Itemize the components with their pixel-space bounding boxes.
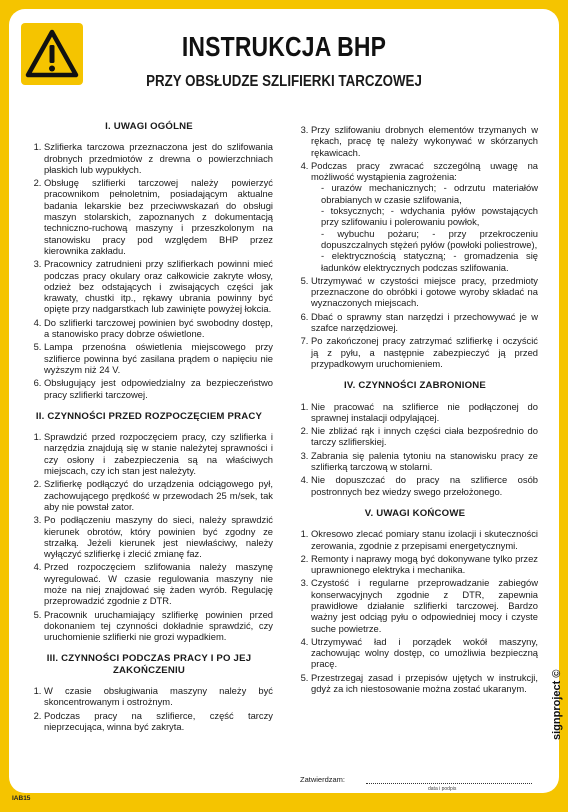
list-item: 5. Lampa przenośna oświetlenia miejscowego przy szlifierce powinna być zasilana prądem o napięciu nie wyższym niż 24 V. [44, 341, 273, 375]
general-list [25, 141, 273, 400]
left-column [25, 121, 273, 734]
section-heading-during-work: III. CZYNNOŚCI PODCZAS PRACY I PO JEJ ZAKOŃCZENIU [46, 653, 252, 676]
signature-line [366, 783, 532, 784]
list-item: 3. Czystość i regularne przeprowadzanie zabiegów konserwacyjnych zgodnie z DTR, zapewnia prawidłowe działanie szlifierki tarczowej. Bardzo ważny jest odciąg pyłu o odpowiedniej mocy i czyste suche powietrze. [311, 577, 538, 633]
list-item-text: Podczas pracy zwracać szczególną uwagę na możliwość wystąpienia zagrożenia: [311, 159, 538, 183]
list-item: 1. Nie pracować na szlifierce nie podłączonej do sprawnej instalacji odpylającej. [311, 401, 538, 424]
forbidden-list [292, 401, 538, 497]
list-item: 3. Przy szlifowaniu drobnych elementów trzymanych w rękach, pracę tę należy wykonywać w skórzanych rękawicach. [311, 124, 538, 158]
section-heading-final: V. UWAGI KOŃCOWE [364, 507, 466, 519]
section-heading-general: I. UWAGI OGÓLNE [105, 121, 193, 132]
right-column [292, 124, 538, 696]
list-item: 1. Sprawdzić przed rozpoczęciem pracy, czy szlifierka i narzędzia znajdują się w stanie należytej sprawności i czy osłony i zabezpieczenia są na właściwych miejscach, czy ich stan jest należyty. [44, 431, 273, 476]
list-item: 5. Utrzymywać w czystości miejsce pracy, przedmioty przeznaczone do obróbki i gotowe wyroby składać na wyznaczonych miejscach. [311, 275, 538, 309]
list-item: 4. Do szlifierki tarczowej powinien być swobodny dostęp, a stanowisko pracy dobrze oświetlone. [44, 317, 273, 340]
hazard-item: - wybuchu pożaru; - przy przekroczeniu dopuszczalnych stężeń pyłów (powłoki poliestrowe), [321, 227, 538, 250]
during-work-list-part1 [25, 685, 273, 732]
list-item: 1. Szlifierka tarczowa przeznaczona jest do szlifowania drobnych przedmiotów z drewna o powierzchniach płaskich lub wypukłych. [44, 141, 273, 175]
product-code: IAB15 [12, 795, 31, 802]
list-item: 4. Nie dopuszczać do pracy na szlifierce osób postronnych bez wiedzy swego przełożonego. [311, 474, 538, 497]
section-heading-forbidden: IV. CZYNNOŚCI ZABRONIONE [344, 380, 486, 392]
list-item: 6. Dbać o sprawny stan narzędzi i przechowywać je w szafce narzędziowej. [311, 311, 538, 334]
section-heading-before-work: II. CZYNNOŚCI PRZED ROZPOCZĘCIEM PRACY [35, 410, 263, 422]
list-item: 5. Pracownik uruchamiający szlifierkę powinien przed dokonaniem tej czynności dokładnie sprawdzić, czy uruchomienie szlifierki nie grozi wypadkiem. [44, 609, 273, 643]
hazard-item: - toksycznych; - wdychania pyłów powstających przy szlifowaniu i polerowaniu powłok, [321, 205, 538, 228]
list-item: 2. Remonty i naprawy mogą być dokonywane tylko przez uprawnionego elektryka i mechanika. [311, 553, 538, 576]
page-subtitle: PRZY OBSŁUDZE SZLIFIERKI TARCZOWEJ [146, 73, 422, 90]
list-item: 1. Okresowo zlecać pomiary stanu izolacji i skuteczności zerowania, zgodnie z przepisami energetycznymi. [311, 528, 538, 551]
list-item: 3. Po podłączeniu maszyny do sieci, należy sprawdzić kierunek obrotów, który powinien być zgodny ze strzałką. Jeżeli kierunek jest niewłaściwy, należy wyłączyć szlifierkę i zlecić zmianę faz. [44, 514, 273, 559]
brand-mark: signproject © [551, 669, 563, 740]
before-work-list [25, 431, 273, 642]
instruction-card [9, 9, 559, 793]
list-item: 6. Obsługujący jest odpowiedzialny za bezpieczeństwo pracy szlifierki tarczowej. [44, 377, 273, 400]
list-item: 2. Podczas pracy na szlifierce, część tarczy nieprzecująca, winna być zakryta. [44, 710, 273, 733]
list-item: 3. Zabrania się palenia tytoniu na stanowisku pracy ze szlifierką tarczową w stolarni. [311, 450, 538, 473]
list-item: 7. Po zakończonej pracy zatrzymać szlifierkę i oczyścić ją z pyłu, a następnie zabezpieczyć ją przed przypadkowym uruchomieniem. [311, 335, 538, 369]
hazard-item: - elektrycznością statyczną; - gromadzenia się ładunków elektrycznych podczas szlifowania. [321, 250, 538, 273]
signature-hint: data i podpis [428, 786, 457, 792]
list-item [311, 160, 538, 273]
approval-label: Zatwierdzam: [300, 775, 346, 784]
list-item: 2. Nie zbliżać rąk i innych części ciała bezpośrednio do tarczy szlifierskiej. [311, 425, 538, 448]
page-title: INSTRUKCJA BHP [181, 31, 387, 62]
list-item: 3. Pracownicy zatrudnieni przy szlifierkach powinni mieć podczas pracy okulary oraz całkowicie zakryte włosy, odzież bez odstających i zwisających części jak krawaty, chustki itp., rękawy ubrania powinny być opięte przy nadgarstkach lub zawinięte powyżej łokcia. [44, 258, 273, 314]
list-item: 1. W czasie obsługiwania maszyny należy być skoncentrowanym i ostrożnym. [44, 685, 273, 708]
during-work-list-part2 [292, 124, 538, 369]
list-item: 5. Przestrzegaj zasad i przepisów ujętych w instrukcji, gdyż za ich niestosowanie można zostać ukaranym. [311, 672, 538, 695]
list-item: 4. Utrzymywać ład i porządek wokół maszyny, zachowując wolny dostęp, co umożliwia bezpieczną pracę. [311, 636, 538, 670]
list-item: 2. Obsługę szlifierki tarczowej należy powierzyć pracownikom pełnoletnim, posiadającym aktualne badania lekarskie bez przeciwwskazań do obsługi maszyn stolarskich, zapoznanych z dokumentacją techniczno-ruchową maszyny i przeszkolonym na stanowisku pracy pod względem BHP przez kierownika zakładu. [44, 177, 273, 256]
list-item: 4. Przed rozpoczęciem szlifowania należy maszynę wyregulować. W czasie regulowania maszyny nie może na niej znajdować się żaden wyrób. Regulację przeprowadzić zgodnie z DTR. [44, 561, 273, 606]
list-item: 2. Szlifierkę podłączyć do urządzenia odciągowego pył, zachowującego prędkość w przewodach 25 m/sek, tak aby nie powstał zator. [44, 478, 273, 512]
final-remarks-list [292, 528, 538, 694]
hazard-item: - urazów mechanicznych; - odrzutu materiałów obrabianych w czasie szlifowania, [321, 182, 538, 205]
